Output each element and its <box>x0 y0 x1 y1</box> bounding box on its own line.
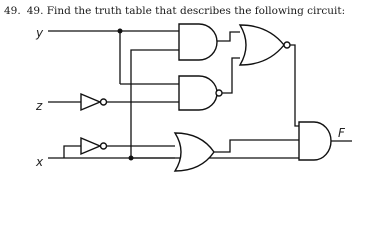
not-x-bubble <box>101 143 107 149</box>
nand-gate <box>179 76 217 110</box>
wire-x-to-and1 <box>131 50 179 158</box>
nand-bubble <box>216 90 222 96</box>
wire-x-to-not <box>64 146 81 158</box>
junction-x <box>129 156 134 161</box>
and-gate-output <box>299 122 331 160</box>
input-label-z: z <box>36 99 43 113</box>
wire-and1-to-nor1 <box>216 32 240 41</box>
question-number: 49. <box>4 5 21 17</box>
wire-nor1-to-and-out <box>289 45 299 126</box>
output-label-f: F <box>338 126 345 140</box>
nor-bubble <box>284 42 290 48</box>
wire-nand1-to-nor1 <box>216 58 240 93</box>
not-z-bubble <box>101 99 107 105</box>
question-prompt: 49. Find the truth table that describes the following circuit: <box>26 5 346 17</box>
junction-y <box>118 29 123 34</box>
wire-or1-to-and-out <box>214 140 299 152</box>
nor-gate <box>240 25 284 65</box>
not-gate-x <box>81 138 100 154</box>
and-gate-1 <box>179 24 217 60</box>
input-label-y: y <box>36 26 44 40</box>
or-gate <box>175 133 214 171</box>
not-gate-z <box>81 94 100 110</box>
input-label-x: x <box>36 155 44 169</box>
